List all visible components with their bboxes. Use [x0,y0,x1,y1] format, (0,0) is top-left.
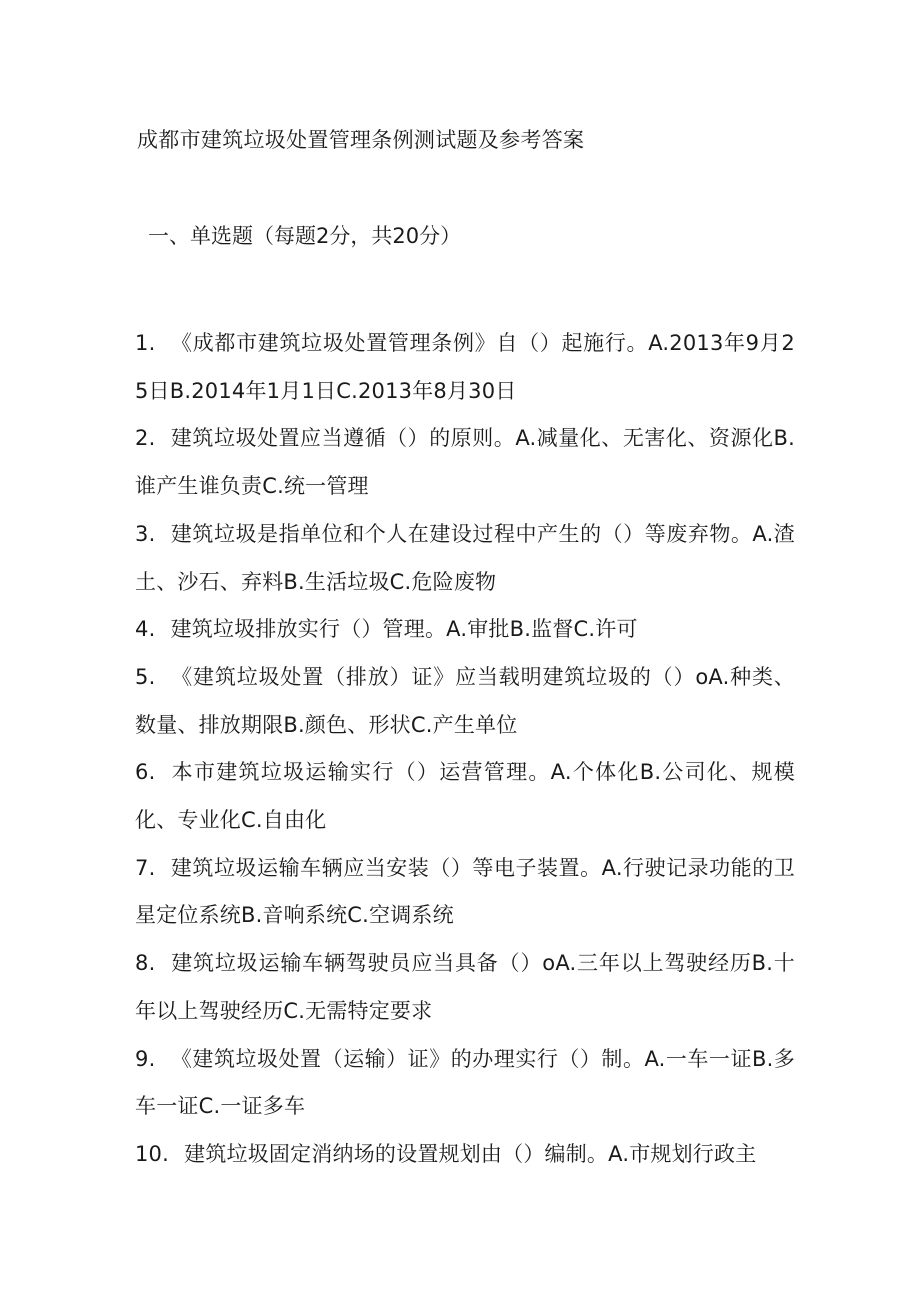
question-number: 10 [135,1141,163,1166]
section-heading: 一、单选题（每题2分，共20分） [148,224,462,248]
question-item: 3. 建筑垃圾是指单位和个人在建设过程中产生的（）等废弃物。A.渣土、沙石、弃料B.生活垃圾C.危险废物 [135,521,795,594]
question-text: 《建筑垃圾处置（运输）证》的办理实行（）制。A.一车一证B.多车一证C.一证多车 [135,1046,795,1119]
question-number: 9 [135,1046,149,1071]
question-number: 8 [135,951,149,976]
question-item: 2. 建筑垃圾处置应当遵循（）的原则。A.减量化、无害化、资源化B.谁产生谁负责C.统一管理 [135,426,795,499]
question-number: 5 [135,664,149,689]
question-text: 建筑垃圾运输车辆驾驶员应当具备（）oA.三年以上驾驶经历B.十年以上驾驶经历C.无需特定要求 [135,951,795,1023]
question-list [135,320,795,1179]
question-number: 1 [135,331,149,355]
question-number: 6 [135,760,149,785]
question-item: 5. 《建筑垃圾处置（排放）证》应当载明建筑垃圾的（）oA.种类、数量、排放期限B.颜色、形状C.产生单位 [135,664,795,737]
question-item: 9. 《建筑垃圾处置（运输）证》的办理实行（）制。A.一车一证B.多车一证C.一证多车 [135,1046,795,1119]
question-number: 4 [135,617,149,642]
question-text: 建筑垃圾运输车辆应当安装（）等电子装置。A.行驶记录功能的卫星定位系统B.音响系统C.空调系统 [135,855,795,928]
question-item: 6. 本市建筑垃圾运输实行（）运营管理。A.个体化B.公司化、规模化、专业化C.自由化 [135,760,795,833]
question-number: 2 [135,426,149,451]
question-text: 本市建筑垃圾运输实行（）运营管理。A.个体化B.公司化、规模化、专业化C.自由化 [135,760,795,833]
question-number: 7 [135,855,149,880]
question-item: 10. 建筑垃圾固定消纳场的设置规划由（）编制。A.市规划行政主 [135,1141,757,1166]
document-title: 成都市建筑垃圾处置管理条例测试题及参考答案 [137,128,585,152]
question-item: 1. 《成都市建筑垃圾处置管理条例》自（）起施行。A.2013年9月25日B.2014年1月1日C.2013年8月30日 [135,331,795,403]
question-text: 建筑垃圾是指单位和个人在建设过程中产生的（）等废弃物。A.渣土、沙石、弃料B.生活垃圾C.危险废物 [135,521,795,594]
question-number: 3 [135,521,149,546]
question-item: 8. 建筑垃圾运输车辆驾驶员应当具备（）oA.三年以上驾驶经历B.十年以上驾驶经历C.无需特定要求 [135,951,795,1023]
question-item: 7. 建筑垃圾运输车辆应当安装（）等电子装置。A.行驶记录功能的卫星定位系统B.音响系统C.空调系统 [135,855,795,928]
question-text: 建筑垃圾处置应当遵循（）的原则。A.减量化、无害化、资源化B.谁产生谁负责C.统一管理 [135,426,795,499]
question-text: 建筑垃圾排放实行（）管理。A.审批B.监督C.许可 [170,617,638,642]
question-text: 《建筑垃圾处置（排放）证》应当载明建筑垃圾的（）oA.种类、数量、排放期限B.颜色、形状C.产生单位 [135,664,795,737]
question-text: 建筑垃圾固定消纳场的设置规划由（）编制。A.市规划行政主 [184,1141,757,1166]
question-item: 4. 建筑垃圾排放实行（）管理。A.审批B.监督C.许可 [135,617,638,642]
question-text: 《成都市建筑垃圾处置管理条例》自（）起施行。A.2013年9月25日B.2014年1月1日C.2013年8月30日 [135,331,795,403]
